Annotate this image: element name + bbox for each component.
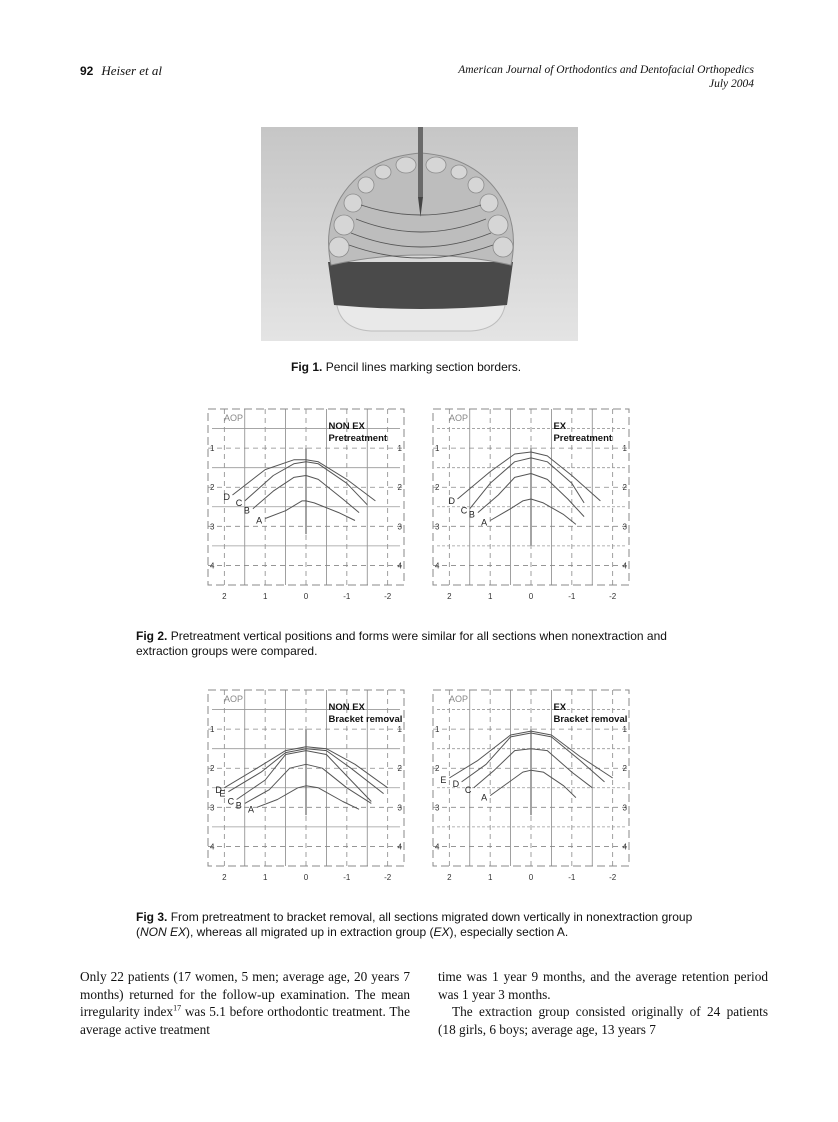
svg-text:4: 4	[622, 842, 627, 852]
running-header-right	[458, 63, 754, 91]
body-column-right	[438, 968, 768, 1038]
paragraph: The extraction group consisted originally of 24 patients (18 girls, 6 boys; average age, 13 years 7	[438, 1004, 768, 1037]
svg-text:B: B	[243, 505, 250, 516]
running-header-left	[80, 63, 162, 79]
svg-text:3: 3	[397, 522, 402, 532]
svg-text:A: A	[481, 792, 488, 803]
svg-text:3: 3	[210, 803, 215, 813]
svg-text:D: D	[448, 495, 455, 506]
svg-text:3: 3	[622, 522, 627, 532]
chart-ex-bracket-removal	[425, 686, 637, 886]
figure2-caption	[136, 629, 716, 659]
svg-text:4: 4	[435, 561, 440, 571]
svg-text:AOP: AOP	[449, 413, 469, 423]
svg-text:B: B	[235, 800, 242, 811]
svg-text:E: E	[219, 788, 226, 799]
svg-text:AOP: AOP	[224, 694, 244, 704]
svg-text:1: 1	[487, 592, 493, 601]
svg-text:D: D	[223, 492, 230, 503]
svg-text:-1: -1	[343, 873, 351, 882]
svg-text:0: 0	[303, 873, 309, 882]
authors: Heiser et al	[101, 63, 163, 78]
svg-text:A: A	[248, 804, 255, 815]
figure1-caption	[291, 360, 521, 375]
chart-nonex-bracket-removal	[200, 686, 412, 886]
figure1-label: Fig 1.	[291, 360, 323, 374]
svg-text:3: 3	[210, 522, 215, 532]
paragraph: time was 1 year 9 months, and the average retention period was 1 year 3 months.	[438, 969, 768, 1002]
svg-text:1: 1	[210, 725, 215, 735]
svg-text:C: C	[235, 497, 243, 508]
svg-text:2: 2	[622, 764, 627, 774]
svg-text:E: E	[440, 775, 447, 785]
svg-text:1: 1	[262, 873, 268, 882]
svg-text:-1: -1	[568, 873, 576, 882]
svg-text:Pretreatment: Pretreatment	[553, 433, 613, 444]
figure2-caption-text: Pretreatment vertical positions and forms were similar for all sections when nonextraction and extraction groups were compared.	[136, 629, 667, 658]
dental-cast-illustration	[261, 127, 578, 341]
svg-text:2: 2	[222, 873, 227, 882]
svg-text:2: 2	[435, 764, 440, 774]
figure3-label: Fig 3.	[136, 910, 168, 924]
svg-text:1: 1	[397, 725, 402, 735]
svg-text:2: 2	[210, 483, 215, 493]
svg-text:Bracket removal: Bracket removal	[328, 714, 403, 725]
svg-text:AOP: AOP	[449, 694, 469, 704]
svg-text:3: 3	[435, 803, 440, 813]
figure2-label: Fig 2.	[136, 629, 168, 643]
svg-text:Bracket removal: Bracket removal	[553, 714, 628, 725]
svg-text:AOP: AOP	[224, 413, 244, 423]
svg-text:-1: -1	[343, 592, 351, 601]
svg-text:2: 2	[397, 483, 402, 493]
chart-nonex-pretreatment	[200, 405, 412, 605]
svg-text:C: C	[460, 505, 468, 516]
svg-text:1: 1	[397, 444, 402, 454]
svg-text:2: 2	[447, 873, 452, 882]
svg-text:EX: EX	[553, 421, 567, 432]
svg-text:-2: -2	[609, 873, 617, 882]
svg-text:A: A	[481, 517, 488, 528]
svg-text:NON EX: NON EX	[328, 421, 365, 432]
svg-text:-2: -2	[609, 592, 617, 601]
svg-text:2: 2	[397, 764, 402, 774]
svg-text:4: 4	[435, 842, 440, 852]
svg-text:4: 4	[397, 561, 402, 571]
svg-text:3: 3	[435, 522, 440, 532]
svg-text:3: 3	[397, 803, 402, 813]
svg-text:1: 1	[435, 725, 440, 735]
chart-ex-pretreatment	[425, 405, 637, 605]
svg-text:1: 1	[622, 444, 627, 454]
svg-text:0: 0	[528, 873, 534, 882]
svg-text:B: B	[468, 509, 475, 520]
svg-text:4: 4	[397, 842, 402, 852]
figure3-caption: Fig 3. From pretreatment to bracket removal, all sections migrated down vertically in nonextraction group (NON EX), whereas all migrated up in extraction group (EX), especially section A.	[136, 910, 693, 939]
page-number: 92	[80, 64, 94, 78]
svg-text:Pretreatment: Pretreatment	[328, 433, 388, 444]
svg-text:-2: -2	[384, 592, 392, 601]
svg-text:1: 1	[262, 592, 268, 601]
svg-text:1: 1	[435, 444, 440, 454]
svg-text:-2: -2	[384, 873, 392, 882]
svg-text:NON EX: NON EX	[328, 702, 365, 713]
svg-text:2: 2	[447, 592, 452, 601]
svg-text:4: 4	[210, 842, 215, 852]
svg-text:D: D	[215, 784, 222, 795]
figure1-photo	[261, 127, 578, 341]
svg-text:A: A	[256, 515, 263, 526]
svg-text:2: 2	[222, 592, 227, 601]
svg-text:C: C	[227, 796, 235, 807]
svg-text:1: 1	[487, 873, 493, 882]
svg-text:-1: -1	[568, 592, 576, 601]
svg-text:2: 2	[435, 483, 440, 493]
svg-text:0: 0	[303, 592, 309, 601]
issue-date: July 2004	[708, 78, 754, 90]
svg-text:2: 2	[622, 483, 627, 493]
svg-text:2: 2	[210, 764, 215, 774]
reference-17[interactable]: 17	[173, 1003, 182, 1013]
svg-text:4: 4	[622, 561, 627, 571]
svg-text:4: 4	[210, 561, 215, 571]
body-column-left: Only 22 patients (17 women, 5 men; average age, 20 years 7 months) returned for the follow-up examination. The mean irregularity index$^{17}$ was 5.1 before orthodontic treatment. The average active treatment	[80, 969, 410, 1037]
svg-text:EX: EX	[553, 702, 567, 713]
svg-text:1: 1	[210, 444, 215, 454]
figure1-caption-text: Pencil lines marking section borders.	[325, 360, 522, 374]
svg-text:3: 3	[622, 803, 627, 813]
svg-text:0: 0	[528, 592, 534, 601]
svg-text:C: C	[464, 784, 472, 795]
svg-text:1: 1	[622, 725, 627, 735]
journal-name: American Journal of Orthodontics and Dentofacial Orthopedics	[458, 64, 754, 76]
svg-text:D: D	[452, 778, 460, 789]
